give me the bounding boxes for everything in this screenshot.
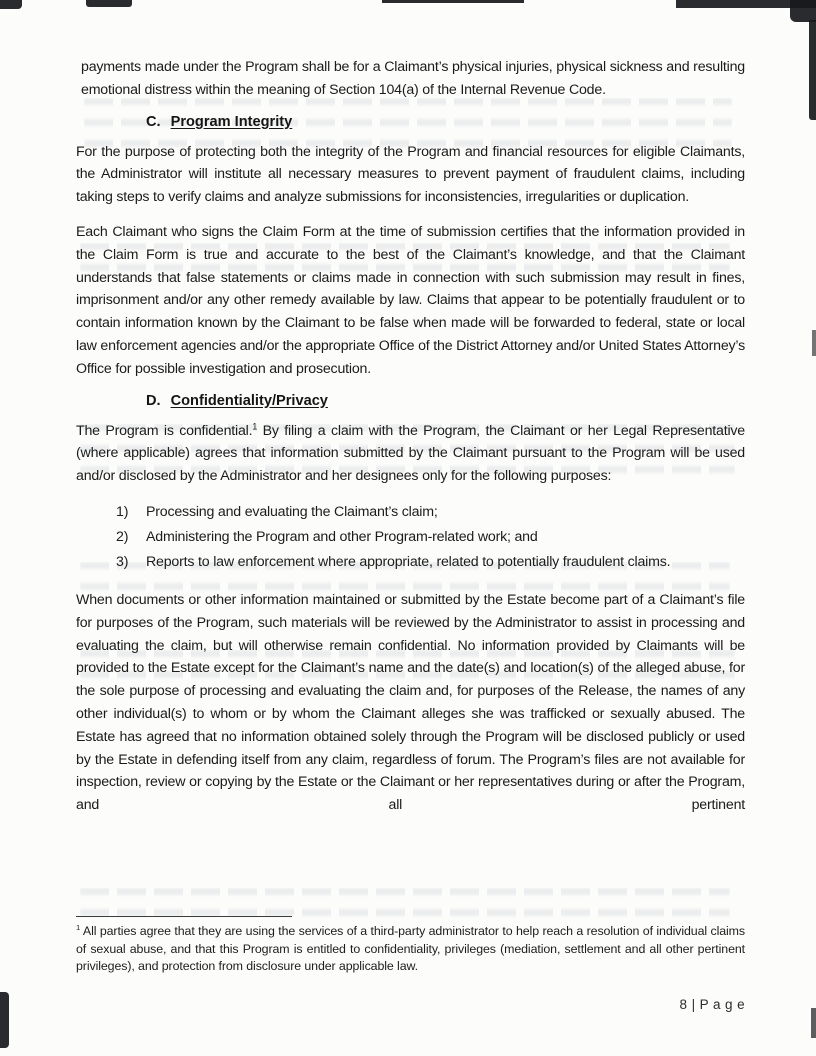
list-item-number: 1) xyxy=(116,503,129,520)
scan-artifact xyxy=(811,1008,816,1038)
page-number: 8 | P a g e xyxy=(679,997,745,1012)
scan-artifact xyxy=(809,20,816,120)
footnote-separator xyxy=(76,916,292,917)
scan-artifact xyxy=(0,0,22,9)
list-item xyxy=(116,525,745,550)
section-c-label: C. xyxy=(146,113,161,130)
list-item xyxy=(116,550,745,575)
list-item-text: Processing and evaluating the Claimant’s claim; xyxy=(146,503,438,520)
scan-artifact xyxy=(790,0,816,22)
footnote-marker: 1 xyxy=(76,922,81,932)
bleedthrough-artifact xyxy=(80,888,730,918)
scan-artifact xyxy=(86,0,132,7)
section-c-heading xyxy=(146,114,745,130)
list-item-text: Administering the Program and other Program-related work; and xyxy=(146,528,538,545)
scan-artifact xyxy=(812,330,816,356)
footnote-block xyxy=(76,916,745,976)
footnote-text xyxy=(76,923,745,976)
list-item xyxy=(116,500,745,525)
scan-artifact xyxy=(0,992,9,1048)
confidential-sentence: The Program is confidential. xyxy=(76,422,253,439)
footnote-reference-1: 1 xyxy=(252,420,258,431)
paragraph-intro-continuation: payments made under the Program shall be for a Claimant’s physical injuries, physical sickness and resulting emotional distress within the meaning of Section 104(a) of the Internal Revenue Code. xyxy=(81,59,745,98)
section-d-heading xyxy=(146,393,745,409)
footnote-body: All parties agree that they are using the services of a third-party administrator to help reach a resolution of individual claims of sexual abuse, and that this Program is entitled to confidentiality, privileges (mediation, settlement and all other pertinent privileges), and protection from disclosure under applicable law. xyxy=(76,924,745,974)
section-d-title: Confidentiality/Privacy xyxy=(170,392,328,409)
scan-artifact xyxy=(382,0,524,3)
list-item-number: 2) xyxy=(116,528,129,545)
list-item-number: 3) xyxy=(116,553,129,570)
confidential-sentence-continued: By filing a claim with the Program, the Claimant or her Legal Representative (where applicable) agrees that information submitted by the Claimant pursuant to the Program will be used and/or disclosed by the Administrator and her designees only for the following purposes: xyxy=(76,422,745,485)
section-d-paragraph-1 xyxy=(76,420,745,488)
section-c-title: Program Integrity xyxy=(170,113,293,130)
section-c-paragraph-2: Each Claimant who signs the Claim Form at the time of submission certifies that the information provided in the Claim Form is true and accurate to the best of the Claimant’s knowledge, and that the Claimant understands that false statements or claims made in connection with such submission may result in fines, imprisonment and/or any other remedy available by law. Claims that appear to be potentially fraudulent or to contain information known by the Claimant to be false when made will be forwarded to federal, state or local law enforcement agencies and/or the appropriate Office of the District Attorney and/or United States Attorney’s Office for possible investigation and prosecution. xyxy=(76,223,745,377)
scan-artifact xyxy=(676,0,816,8)
section-d-label: D. xyxy=(146,392,161,409)
section-d-paragraph-2: When documents or other information maintained or submitted by the Estate become part of a Claimant’s file for purposes of the Program, such materials will be reviewed by the Administrator to assist in processing and evaluating the claim, but will otherwise remain confidential. No information provided by Claimants will be provided to the Estate except for the Claimant’s name and the date(s) and location(s) of the alleged abuse, for the sole purpose of processing and evaluating the claim and, for purposes of the Release, the names of any other individual(s) to whom or by whom the Claimant alleges she was trafficked or sexually abused. The Estate has agreed that no information obtained solely through the Program will be disclosed publicly or used by the Estate in defending itself from any claim, regardless of forum. The Program’s files are not available for inspection, review or copying by the Estate or the Claimant or her representatives during or after the Program, and all pertinent xyxy=(76,591,745,814)
disclosure-purpose-list xyxy=(116,500,745,575)
list-item-text: Reports to law enforcement where appropriate, related to potentially fraudulent claims. xyxy=(146,553,671,570)
section-c-paragraph-1: For the purpose of protecting both the integrity of the Program and financial resources for eligible Claimants, the Administrator will institute all necessary measures to prevent payment of fraudulent claims, including taking steps to verify claims and analyze submissions for inconsistencies, irregularities or duplication. xyxy=(76,143,745,206)
page-content xyxy=(76,56,745,817)
